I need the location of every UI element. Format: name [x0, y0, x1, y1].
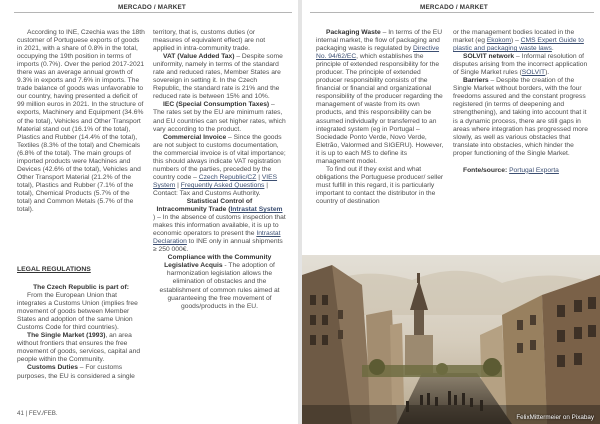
czech-intro: From the European Union that integrates a Customs Union (implies free movement of goods between Member States and adoption of the same Union Customs Code for third countries).	[17, 292, 138, 332]
directive-link[interactable]: Directive No. 94/62/EC	[316, 45, 440, 61]
source-label: Fonte/source:	[463, 166, 508, 174]
right-page	[302, 0, 600, 424]
intrastat-declaration-link[interactable]: Intrastat Declaration	[153, 230, 281, 246]
legal-column	[17, 284, 145, 381]
header-rule	[310, 12, 594, 13]
territory-text: territory, that is, customs duties (or measures of equivalent effect) are not applied in intra-community trade.	[153, 29, 266, 53]
vat-title: VAT (Value Added Tax)	[163, 53, 235, 61]
packaging-paragraph: Packaging Waste – In terms of the EU internal market, the flow of packaging and packaging waste is regulated by Directive No. 94/62/EC, which establishes the principle of extended responsibility for the producer. The principle of extended producer responsibility consists of the financial or financial and organizational responsibility of the producer regarding the management of waste from its own products, and this responsibility can be assumed individually or transferred to an integrated system (eg in Portugal – Sociedade Ponto Verde, Novo Verde, Eletrão, Valormed and SIGERU). However, it is up to each MS to define its management model.	[316, 29, 444, 165]
intrastat-paragraph: ) – In the absence of customs inspection that makes this information available, it is up to economic operators to present the Intrastat Declaration to INE only in annual shipments ≥ 250 000€.	[153, 214, 286, 254]
solvit-link[interactable]: SOLVIT	[521, 69, 546, 77]
left-column-1	[17, 29, 145, 214]
running-head-right: MERCADO / MARKET	[420, 4, 488, 11]
source-link[interactable]: Portugal Exporta	[509, 166, 559, 174]
prague-street-photo	[302, 255, 600, 424]
czech-republic-link[interactable]: Czech Republic/CZ	[198, 173, 257, 181]
solvit-paragraph: SOLVIT network – Informal resolution of disputes arising from the incorrect application of Single Market rules (SOLVIT).	[453, 53, 588, 77]
customs-duties-title: Customs Duties	[27, 364, 78, 372]
section-heading-legal: LEGAL REGULATIONS	[17, 266, 91, 273]
faq-link[interactable]: Frequently Asked Questions	[180, 181, 265, 189]
iec-title: IEC (Special Consumption Taxes)	[163, 101, 270, 109]
cms-guide-link[interactable]: CMS Expert Guide to plastic and packaging waste laws	[453, 37, 584, 53]
barriers-title: Barriers	[463, 77, 489, 85]
page-footer: 41 | FEV./FEB.	[17, 410, 58, 417]
intrastat-heading: Statistical Control of Intracommunity Trade (Intrastat System	[156, 197, 283, 214]
management-bodies-paragraph: or the management bodies located in the market (eg Ekokom) – CMS Expert Guide to plastic and packaging waste laws.	[453, 29, 584, 53]
left-page	[0, 0, 298, 424]
solvit-title: SOLVIT network	[463, 53, 515, 61]
ekokom-link[interactable]: Ekokom	[486, 37, 511, 45]
right-column-2	[453, 29, 589, 175]
header-rule	[14, 12, 292, 13]
find-out-paragraph: To find out if they exist and what obligations the Portuguese producer/ seller must fulfill in this regard, it is particularly important to contact the distributor in the country of destination	[316, 165, 444, 205]
source-line	[453, 167, 589, 175]
czech-heading: The Czech Republic is part of:	[33, 284, 129, 291]
single-market-title: The Single Market (1993)	[27, 332, 106, 340]
invoice-title: Commercial Invoice	[163, 133, 227, 141]
compliance-heading: Compliance with the Community Legislative Acquis - The adoption of harmonization legislation allows the elimination of obstacles and the establishment of common rules aimed at guaranteeing the free movement of goods/products in the EU.	[159, 254, 280, 310]
running-head-left: MERCADO / MARKET	[118, 4, 186, 11]
exports-paragraph: According to INE, Czechia was the 18th customer of Portuguese exports of goods in 2021, with a share of 0.8% in the total, occupying the 19th position in terms of imports (0.7%). Over the period 2017-2021 there was an average annual growth of 9.3% in exports and 7.6% in imports. The trade balance of goods was unfavorable to our country, having presented a deficit of 99 million euros in 2021. In the structure of exports, Machinery and Equipment (34.6% of the total), Vehicles and Other Transport Material stand out (16.1% of the total), Plastics and Rubber (14.4% of the total), Textiles (8.3% of the total) and Chemicals (6.8% of the total). The main groups of imported products were Machines and Devices (42.6% of the total), Vehicles and Other Transport Material (21.2% of the total), Plastics and Rubber (7.1% of the total), Chemical Products (5.7% of the total) and Common Metals (5.7% of the total).	[17, 29, 145, 214]
vat-paragraph: VAT (Value Added Tax) – Despite some uniformity, namely in terms of the standard rate and reduced rates, Member States are sovereign in setting it. In the Czech Republic, the standard rate is 21% and the reduced rate is between 15% and 10%.	[153, 53, 283, 101]
iec-paragraph: IEC (Special Consumption Taxes) – The rates set by the EU are minimum rates, and EU countries can set higher rates, which vary according to the product.	[153, 101, 286, 133]
street-photo-illustration	[302, 255, 600, 424]
packaging-title: Packaging Waste	[326, 29, 381, 36]
single-market-paragraph: The Single Market (1993), an area without frontiers that ensures the free movement of goods, services, capital and people within the Community.	[17, 332, 141, 364]
left-column-2	[153, 29, 286, 311]
invoice-paragraph: Commercial Invoice – Since the goods are not subject to customs documentation, the commercial invoice is of vital importance; this should always indicate VAT registration numbers of the parties, preceded by the country code – Czech Republic/CZ | VIES System | Frequently Asked Questions | Contact: Tax and Customs Authority.	[153, 133, 286, 197]
intrastat-link[interactable]: Intrastat System	[230, 206, 283, 214]
photo-credit: FelixMittermeier on Pixabay	[516, 414, 594, 421]
customs-duties-paragraph: Customs Duties – For customs purposes, the EU is considered a single	[17, 364, 135, 380]
right-column-1	[316, 29, 446, 206]
vies-system-link[interactable]: VIES System	[153, 173, 278, 189]
barriers-paragraph: Barriers – Despite the creation of the Single Market without borders, with the four freedoms assured and the constant progress registered (in terms of deepening and strengthening), and taking into account that it is a dynamic process, there are still gaps in areas where integration has progressed more slowly, as well as various obstacles that translate into obstacles, which hinder the proper functioning of the Single Market.	[453, 77, 588, 157]
